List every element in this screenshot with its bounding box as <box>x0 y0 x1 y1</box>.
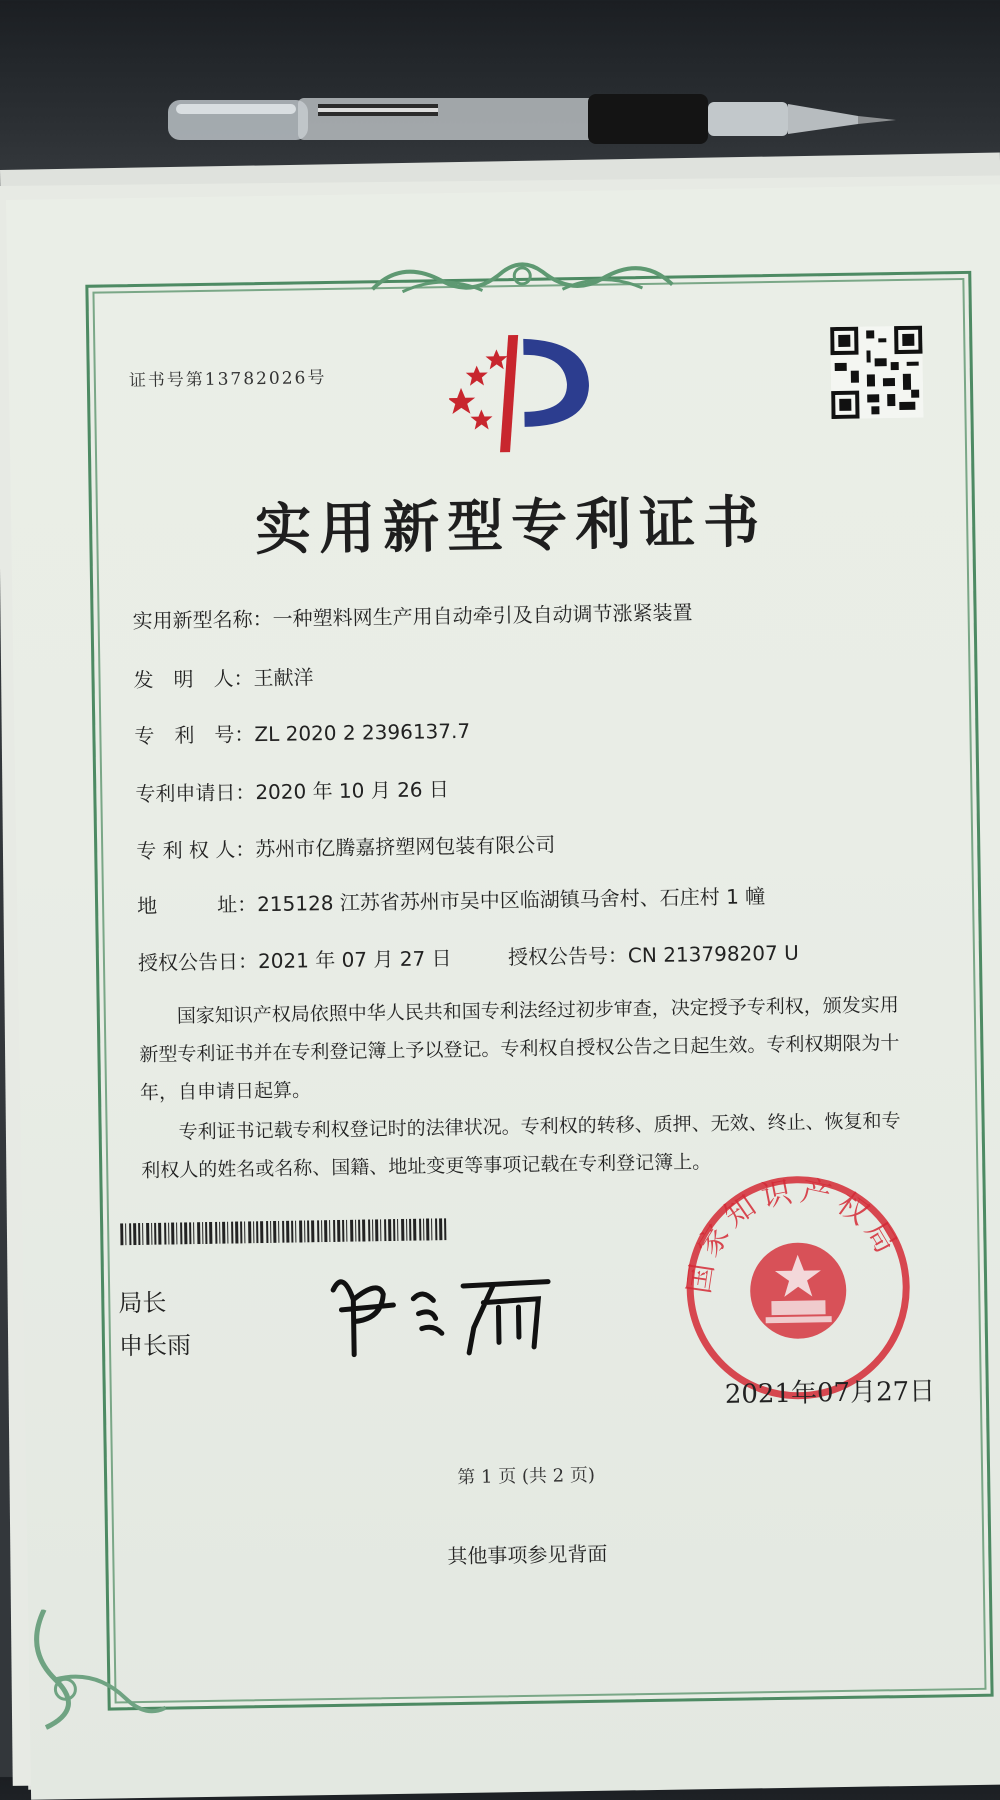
address-label: 地 址： <box>136 892 258 919</box>
filing-date-row <box>135 773 449 807</box>
inventor-label: 发 明 人： <box>133 666 254 693</box>
grant-statement: 国家知识产权局依照中华人民共和国专利法经过初步审查，决定授予专利权，颁发实用新型专利证书并在专利登记簿上予以登记。专利权自授权公告之日起生效。专利权期限为十年，自申请日起算。 <box>139 994 900 1105</box>
patent-number-label: 专 利 号： <box>134 722 255 749</box>
patent-number-value: ZL 2020 2 2396137.7 <box>254 718 471 747</box>
page-indicator: 第 1 页 (共 2 页) <box>457 1464 596 1489</box>
patent-office-logo-icon <box>448 326 600 458</box>
legal-status-statement: 专利证书记载专利权登记时的法律状况。专利权的转移、质押、无效、终止、恢复和专利权人的姓名或名称、国籍、地址变更等事项记载在专利登记簿上。 <box>141 1110 901 1182</box>
seal-date: 2021年07月27日 <box>724 1376 936 1410</box>
patent-number-row <box>134 715 470 749</box>
filing-date-value: 2020 年 10 月 26 日 <box>255 777 450 805</box>
grant-date-value: 2021 年 07 月 27 日 <box>257 946 452 974</box>
signature-icon <box>323 1256 565 1360</box>
official-seal-icon <box>681 1171 915 1405</box>
utility-model-name-value: 一种塑料网生产用自动牵引及自动调节涨紧装置 <box>272 600 693 631</box>
certificate-number: 证书号第13782026号 <box>128 367 327 392</box>
grant-date-row <box>138 942 452 976</box>
pen-icon <box>168 94 908 146</box>
patentee-label: 专 利 权 人： <box>136 837 256 864</box>
grant-date-label: 授权公告日： <box>137 949 259 976</box>
grant-number-value: CN 213798207 U <box>627 940 799 968</box>
certificate-title: 实用新型专利证书 <box>254 490 768 564</box>
patentee-value: 苏州市亿腾嘉挤塑网包装有限公司 <box>255 832 556 862</box>
grant-number-row <box>508 937 799 971</box>
director-title: 局长 <box>118 1288 167 1318</box>
inventor-value: 王献洋 <box>253 665 314 691</box>
director-name: 申长雨 <box>118 1331 192 1361</box>
qr-code-icon <box>830 326 923 419</box>
back-note: 其他事项参见背面 <box>447 1541 608 1569</box>
certificate-page <box>6 184 1000 1800</box>
top-ornament-icon <box>362 249 683 304</box>
corner-ornament-icon <box>24 1608 166 1730</box>
utility-model-name-label: 实用新型名称： <box>132 606 273 634</box>
grant-number-label: 授权公告号： <box>507 943 629 970</box>
inventor-row <box>133 661 313 693</box>
filing-date-label: 专利申请日： <box>135 780 256 807</box>
svg-text:国家知识产权局: 国家知识产权局 <box>681 1173 907 1296</box>
address-value: 215128 江苏省苏州市吴中区临湖镇马舍村、石庄村 1 幢 <box>256 884 766 917</box>
